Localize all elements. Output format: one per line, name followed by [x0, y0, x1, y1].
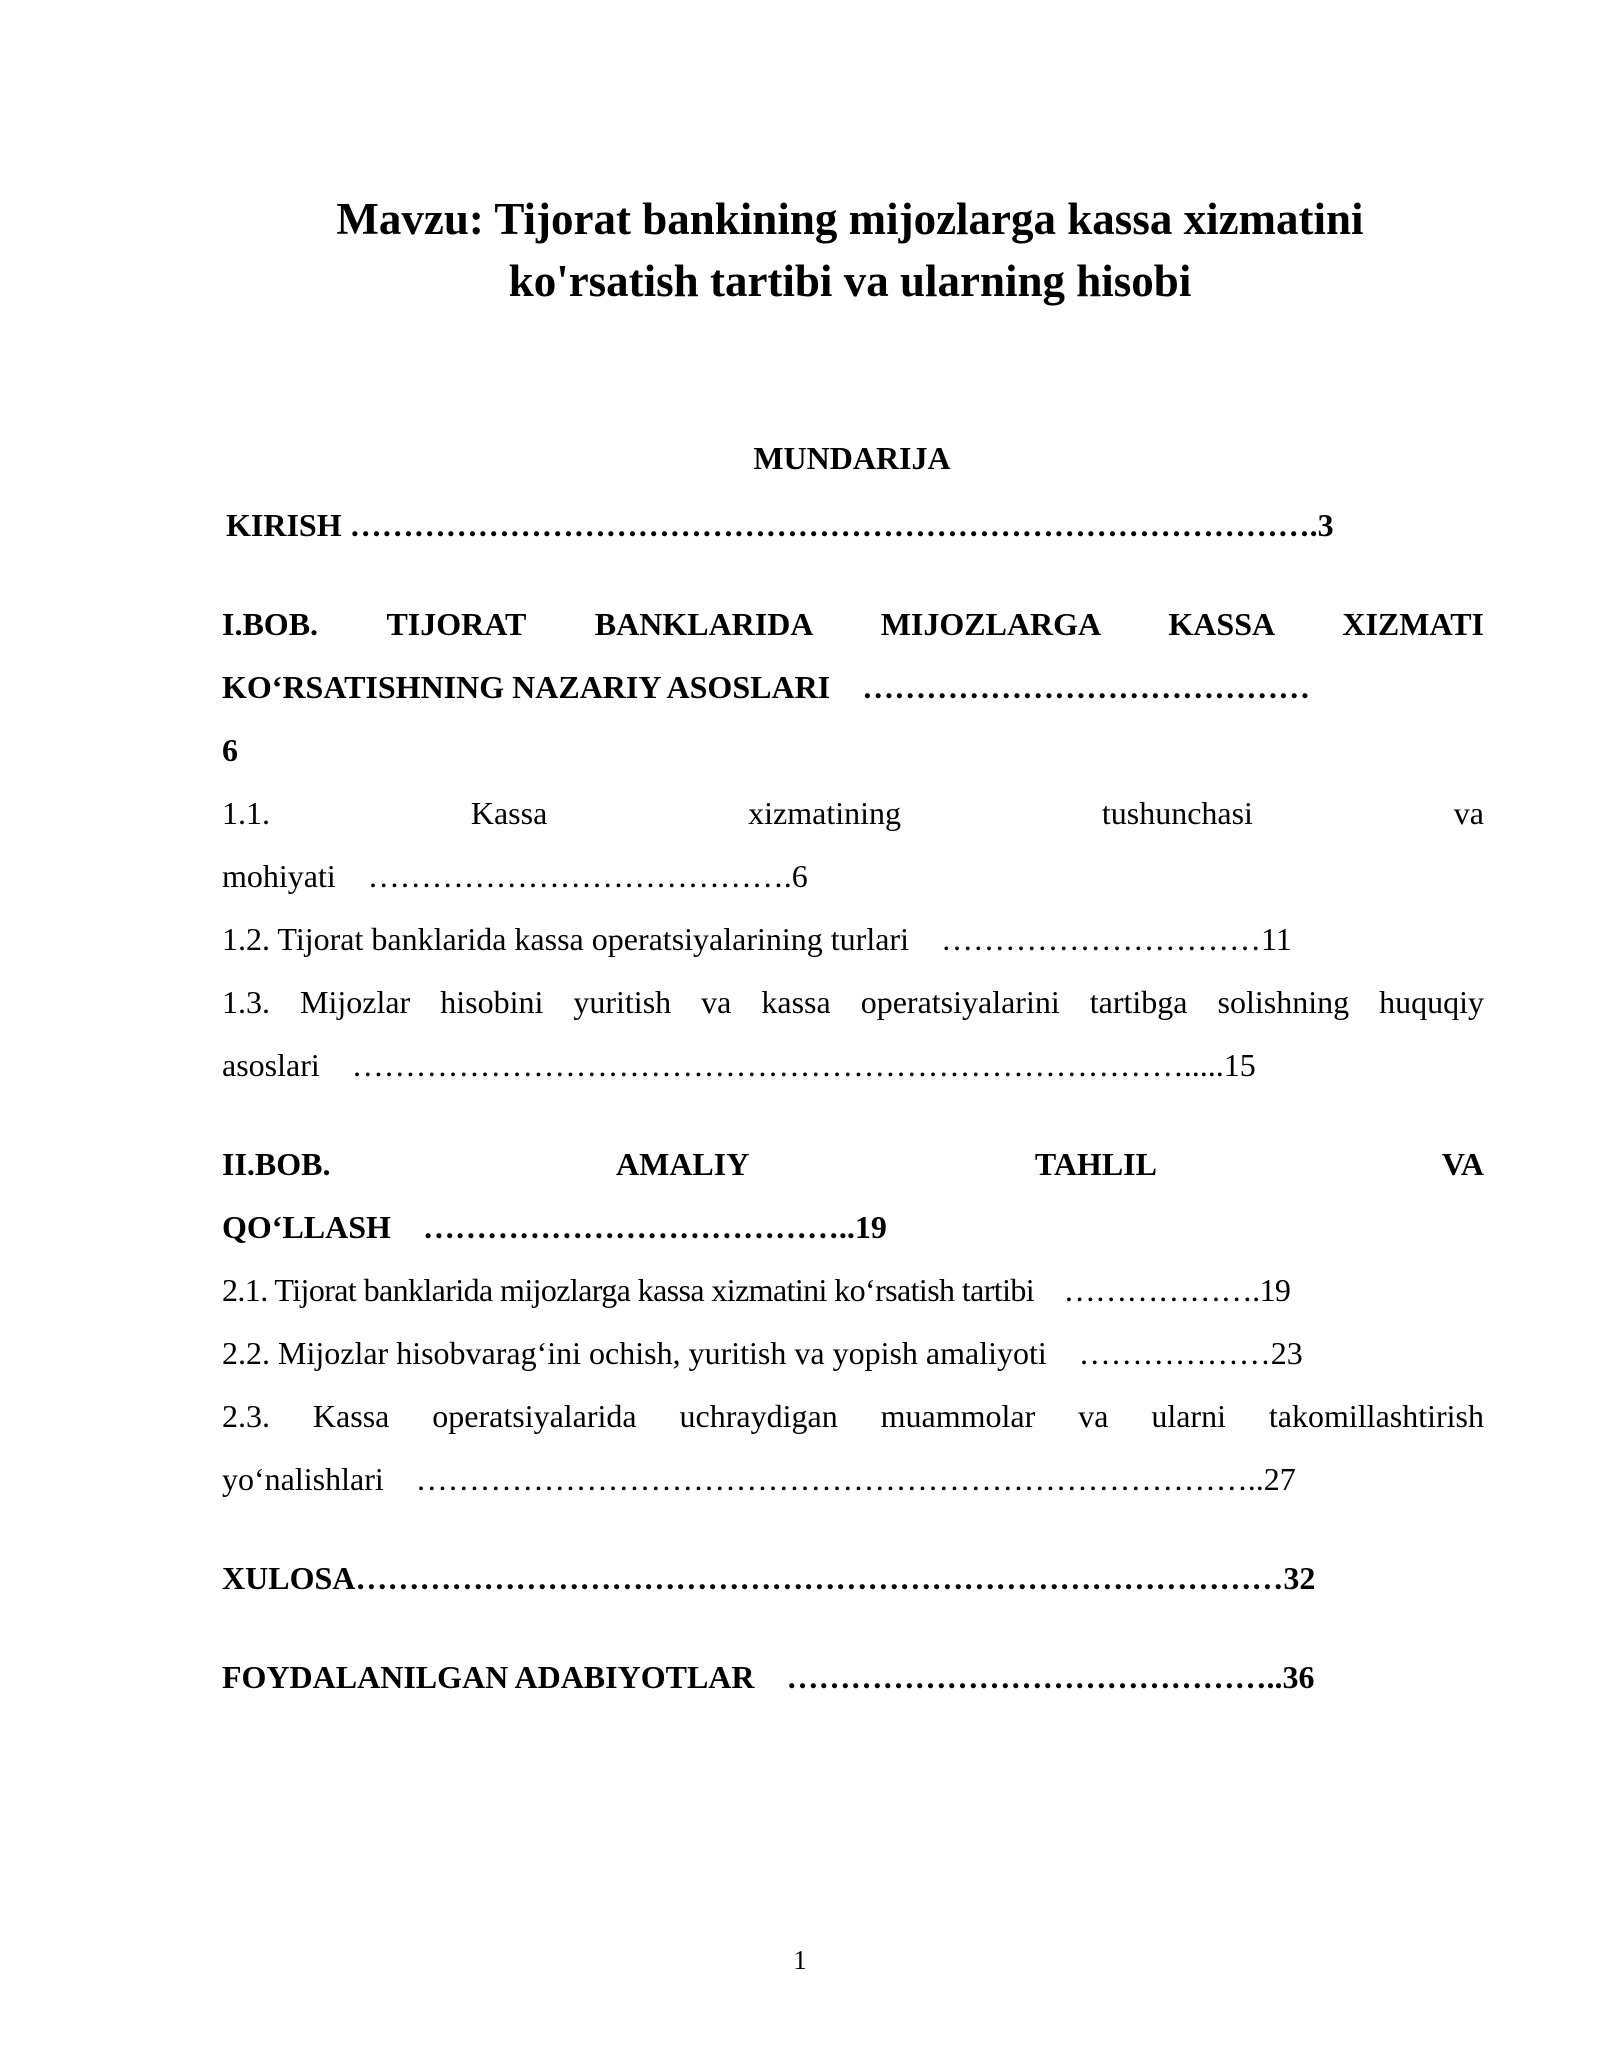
toc-entry-1-1-line-2: mohiyati ………………………………….6	[222, 858, 808, 894]
toc-entry-2-3-line-1: 2.3. Kassa operatsiyalarida uchraydigan muammolar va ularni takomillashtirish	[222, 1398, 1484, 1434]
toc-entry-1-2: 1.2. Tijorat banklarida kassa operatsiyalarining turlari …………………………11	[222, 921, 1292, 957]
page-number: 1	[793, 1945, 807, 1975]
toc-entry-2-2: 2.2. Mijozlar hisobvarag‘ini ochish, yuritish va yopish amaliyoti ………………23	[222, 1335, 1303, 1371]
toc-entry-xulosa: XULOSA……………………………………………………………………………32	[222, 1560, 1316, 1596]
toc-entry-chapter-1-page: 6	[222, 732, 238, 768]
title-line-1: Mavzu: Tijorat bankining mijozlarga kassa xizmatini	[336, 194, 1364, 244]
document-title	[250, 188, 1450, 312]
toc-entry-kirish: KIRISH ……………………………………………………………………………….3	[226, 507, 1334, 543]
toc-entry-2-1: 2.1. Tijorat banklarida mijozlarga kassa xizmatini ko‘rsatish tartibi ……………….19	[222, 1272, 1291, 1308]
toc-entry-adabiyotlar: FOYDALANILGAN ADABIYOTLAR ………………………………………..36	[222, 1659, 1315, 1695]
toc-entry-1-1-line-1: 1.1. Kassa xizmatining tushunchasi va	[222, 795, 1484, 831]
toc-entry-chapter-1-line-2: KO‘RSATISHNING NAZARIY ASOSLARI ……………………………………	[222, 669, 1311, 705]
toc-entry-1-3-line-1: 1.3. Mijozlar hisobini yuritish va kassa operatsiyalarini tartibga solishning huquqiy	[222, 984, 1484, 1020]
toc-entry-chapter-1-line-1: I.BOB. TIJORAT BANKLARIDA MIJOZLARGA KASSA XIZMATI	[222, 606, 1484, 642]
toc-entry-1-3-line-2: asoslari …………………………………………………………………….....15	[222, 1047, 1256, 1083]
title-line-2: ko'rsatish tartibi va ularning hisobi	[508, 256, 1192, 306]
toc-heading: MUNDARIJA	[753, 440, 951, 476]
toc-entry-2-3-line-2: yo‘nalishlari ……………………………………………………………………..27	[222, 1461, 1296, 1497]
toc-entry-chapter-2-line-2: QO‘LLASH …………………………………..19	[222, 1209, 887, 1245]
toc-entry-chapter-2-line-1: II.BOB. AMALIY TAHLIL VA	[222, 1146, 1484, 1182]
